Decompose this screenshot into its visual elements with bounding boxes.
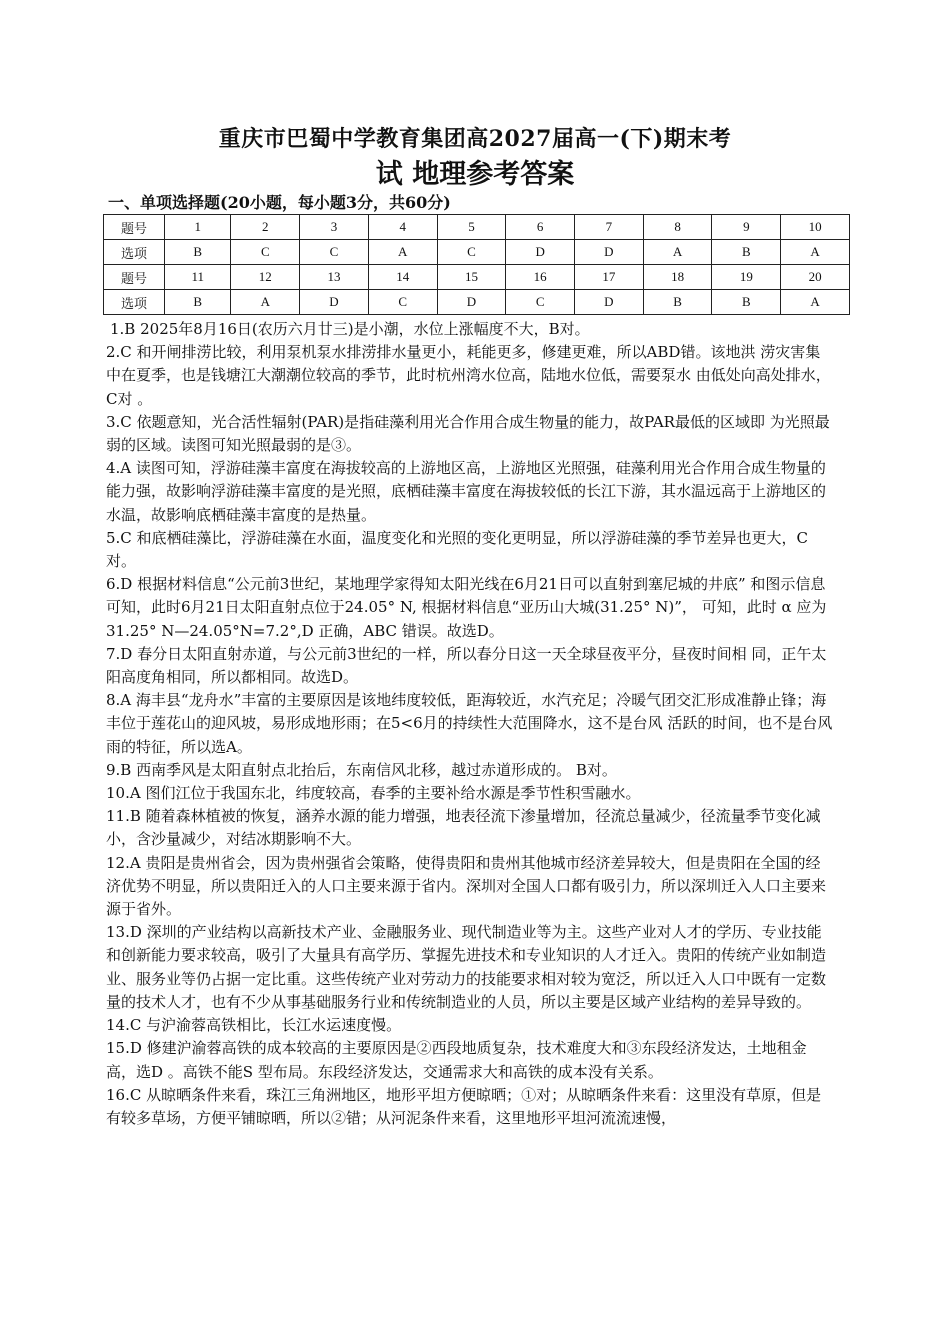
answer-table-cell: A — [231, 290, 300, 315]
answer-table-cell: B — [165, 240, 231, 265]
answer-table-cell: 10 — [781, 215, 850, 240]
answer-table-cell: D — [506, 240, 575, 265]
document-title-line2: 试 地理参考答案 — [375, 159, 575, 190]
answer-table-cell: 19 — [712, 265, 781, 290]
section-heading: 一、单项选择题(20小题，每小题3分，共60分) — [108, 193, 451, 212]
answer-table-cell: A — [368, 240, 437, 265]
answer-table-cell: A — [781, 240, 850, 265]
answer-table-cell: 16 — [506, 265, 575, 290]
answer-table-cell: A — [781, 290, 850, 315]
explanation-paragraph: 8.A 海丰县“龙舟水”丰富的主要原因是该地纬度较低，距海较近，水汽充足；冷暖气团交汇形成准静止锋；海丰位于莲花山的迎风坡，易形成地形雨；在5<6月的持续性大范围降水，这不是台风 活跃的时间，也不是台风雨的特征，所以选A。 — [106, 691, 833, 756]
answer-table-cell: B — [643, 290, 712, 315]
answer-table-cell: B — [165, 290, 231, 315]
explanation-paragraph: 15.D 修建沪渝蓉高铁的成本较高的主要原因是②西段地质复杂，技术难度大和③东段经济发达，土地租金高，选D 。高铁不能S 型布局。东段经济发达，交通需求大和高铁的成本没有关系。 — [106, 1039, 807, 1081]
answer-table-cell: 4 — [368, 215, 437, 240]
answer-table — [103, 214, 850, 315]
answer-table-row — [104, 265, 850, 290]
explanation-paragraph: 4.A 读图可知，浮游硅藻丰富度在海拔较高的上游地区高，上游地区光照强，硅藻利用光合作用合成生物量的能力强，故影响浮游硅藻丰富度的是光照，底栖硅藻丰富度在海拔较低的长江下游，其水温远高于上游地区的水温，故影响底栖硅藻丰富度的是热量。 — [106, 459, 827, 524]
answer-table-cell: 18 — [643, 265, 712, 290]
answer-table-cell: A — [643, 240, 712, 265]
explanation-paragraph: 5.C 和底栖硅藻比，浮游硅藻在水面，温度变化和光照的变化更明显，所以浮游硅藻的季节差异也更大，C 对。 — [106, 528, 809, 571]
answer-table-cell: 5 — [437, 215, 506, 240]
explanations-body — [106, 318, 834, 1130]
explanation-paragraph: 7.D 春分日太阳直射赤道，与公元前3世纪的一样，所以春分日这一天全球昼夜平分，昼夜时间相 同，正午太阳高度角相同，所以都相同。故选D。 — [106, 644, 827, 687]
answer-table-row — [104, 240, 850, 265]
answer-table-cell: 3 — [300, 215, 369, 240]
answer-table-cell: D — [575, 290, 644, 315]
answer-table-cell: D — [437, 290, 506, 315]
answer-table-cell: 9 — [712, 215, 781, 240]
row-label-cell: 题号 — [104, 215, 165, 240]
answer-table-cell: 11 — [165, 265, 231, 290]
answer-table-cell: 2 — [231, 215, 300, 240]
explanation-paragraph: 10.A 图们江位于我国东北，纬度较高，春季的主要补给水源是季节性积雪融水。 — [106, 784, 641, 803]
answer-table-cell: C — [506, 290, 575, 315]
row-label-cell: 题号 — [104, 265, 165, 290]
explanation-paragraph: 11.B 随着森林植被的恢复，涵养水源的能力增强，地表径流下渗量增加，径流总量减少，径流量季节变化减小，含沙量减少，对结冰期影响不大。 — [106, 807, 821, 849]
answer-table-cell: B — [712, 290, 781, 315]
answer-table-cell: 12 — [231, 265, 300, 290]
answer-table-row — [104, 215, 850, 240]
answer-table-cell: 6 — [506, 215, 575, 240]
answer-table-cell: 14 — [368, 265, 437, 290]
answer-table-cell: 1 — [165, 215, 231, 240]
answer-table-cell: 17 — [575, 265, 644, 290]
answer-table-cell: C — [437, 240, 506, 265]
document-title-line1: 重庆市巴蜀中学教育集团高2027届高一(下)期末考 — [218, 126, 732, 152]
answer-table-cell: B — [712, 240, 781, 265]
row-label-cell: 选项 — [104, 240, 165, 265]
explanation-paragraph: 16.C 从晾晒条件来看，珠江三角洲地区，地形平坦方便晾晒；①对；从晾晒条件来看：这里没有草原，但是有较多草场，方便平铺晾晒，所以②错；从河泥条件来看，这里地形平坦河流流速慢， — [106, 1085, 822, 1127]
answer-table-cell: 13 — [300, 265, 369, 290]
answer-table-cell: 15 — [437, 265, 506, 290]
explanation-paragraph: 13.D 深圳的产业结构以高新技术产业、金融服务业、现代制造业等为主。这些产业对人才的学历、专业技能和创新能力要求较高，吸引了大量具有高学历、掌握先进技术和专业知识的人才迁入。贵阳的传统产业如制造业、服务业等仍占据一定比重。这些传统产业对劳动力的技能要求相对较为宽泛，所以迁入人口中既有一定数量的技术人才，也有不少从事基础服务行业和传统制造业的人员，所以主要是区域产业结构的差异导致的。 — [106, 923, 827, 1011]
explanation-paragraph: 6.D 根据材料信息“公元前3世纪，某地理学家得知太阳光线在6月21日可以直射到塞尼城的井底” 和图示信息可知，此时6月21日太阳直射点位于24.05° N, 根据材料信息“亚历山大城(31.25° N)”， 可知，此时 α 应为31.25° N—24.05°N=7.2°,D 正确，ABC 错误。故选D。 — [106, 575, 827, 640]
answer-table-cell: C — [300, 240, 369, 265]
explanation-paragraph: 12.A 贵阳是贵州省会，因为贵州强省会策略，使得贵阳和贵州其他城市经济差异较大，但是贵阳在全国的经济优势不明显，所以贵阳迁入的人口主要来源于省内。深圳对全国人口都有吸引力，所以深圳迁入人口主要来源于省外。 — [106, 853, 827, 919]
answer-table-cell: D — [575, 240, 644, 265]
answer-table-cell: C — [368, 290, 437, 315]
answer-table-cell: 20 — [781, 265, 850, 290]
explanation-paragraph: 9.B 西南季风是太阳直射点北抬后，东南信风北移，越过赤道形成的。 B对。 — [106, 760, 617, 779]
answer-table-cell: 7 — [575, 215, 644, 240]
answer-table-cell: C — [231, 240, 300, 265]
explanation-paragraph: 3.C 依题意知，光合活性辐射(PAR)是指硅藻利用光合作用合成生物量的能力，故PAR最低的区域即 为光照最弱的区域。读图可知光照最弱的是③。 — [106, 412, 830, 455]
row-label-cell: 选项 — [104, 290, 165, 315]
explanation-paragraph: 1.B 2025年8月16日(农历六月廿三)是小潮，水位上涨幅度不大，B对。 — [110, 320, 590, 338]
explanation-paragraph: 14.C 与沪渝蓉高铁相比，长江水运速度慢。 — [106, 1016, 402, 1035]
answer-table-cell: 8 — [643, 215, 712, 240]
explanation-paragraph: 2.C 和开闸排涝比较，利用泵机泵水排涝排水量更小，耗能更多，修建更难，所以ABD错。该地洪 涝灾害集中在夏季，也是钱塘江大潮潮位较高的季节，此时杭州湾水位高，陆地水位低，需要泵水 由低处向高处排水，C对 。 — [106, 343, 831, 408]
answer-table-row — [104, 290, 850, 315]
answer-table-cell: D — [300, 290, 369, 315]
